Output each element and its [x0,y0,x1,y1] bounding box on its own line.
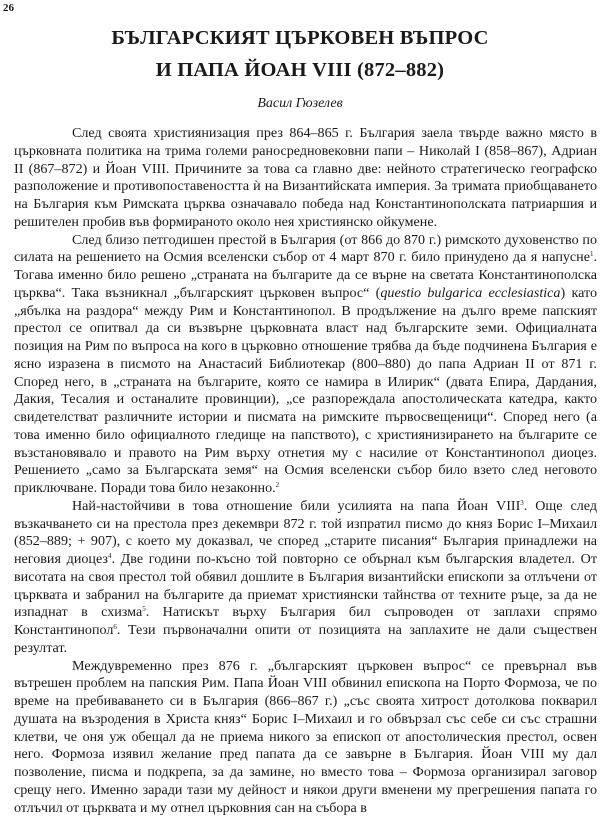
footnote-ref-3[interactable]: 3 [520,499,524,507]
title-line-2: И ПАПА ЙОАН VIII (872–882) [0,54,600,86]
paragraph-1 [14,125,597,232]
paragraph-3 [14,498,597,658]
paragraph-text: . Две години по-късно той повторно се обърнал към българския владетел. От висотата на своя престол той обявил дошлите в България византийски епископи за отлъчени от църквата и забранил на българите да приемат християнски тайнства от техните ръце, за да не изпаднат в схизма [14,551,597,620]
paragraph-4 [14,658,597,817]
article-title [0,22,600,86]
paragraph-text: . Още след възкачването си на престола през декември 872 г. той изпратил писмо до княз Борис I–Михаил (852–889; + 907), с което му доказвал, че според „старите писания“ България принадлежи на неговия диоцез [14,498,597,567]
footnote-ref-4[interactable]: 4 [108,552,112,560]
paragraph-text: . Натискът върху България бил съпроводен от заплахи спрямо Константинопол [14,604,597,638]
author-name: Васил Гюзелев [0,96,600,112]
footnote-ref-6[interactable]: 6 [113,623,117,631]
footnote-ref-1[interactable]: 1 [590,250,594,258]
paragraph-text: Най-настойчиви в това отношение били усилията на папа Йоан VIII [72,498,520,514]
paragraph-text: След своята християнизация през 864–865 г. България заела твърде важно място в църковната политика на трима големи раносредновековни папи – Николай I (858–867), Адриан II (867–872) и Йоан VIII. Причините за това са главно две: нейното стратегическо географско разположение и противопоставеността ѝ на Византийската империя. За тримата приобщаването на България към Римската църква означавало победа над Константинополската патриаршия и решителен пробив във формираното около нея християнско ойкумене. [14,125,597,230]
paragraph-2 [14,232,597,498]
page-number: 26 [3,2,14,14]
article-body [14,125,597,817]
paragraph-text: След близо петгодишен престой в България (от 866 до 870 г.) римското духовенство по силата на решението на Осмия вселенски събор от 4 март 870 г. било принудено да я напусне [14,232,597,266]
latin-term: questio bulgarica ecclesiastica [380,285,560,301]
footnote-ref-2[interactable]: 2 [276,481,280,489]
paragraph-text: Междувременно през 876 г. „българският църковен въпрос“ се превърнал във вътрешен проблем на папския Рим. Папа Йоан VIII обвинил епископа на Порто Формоза, че по време на пребиваването си в България (866–867 г.) „със своята хитрост дотолкова покварил душата на възродения в Христа княз“ Борис I–Михаил и го обвързал със себе си със страшни клетви, че оня уж обещал да не приема никого за епископ от апостолическия престол, освен него. Формоза изявил желание пред папата да се завърне в България. Йоан VIII му дал позволение, писма и подкрепа, за да замине, но вместо това – Формоза организирал заговор срещу него. Именно заради тази му дейност и някои други вменени му прегрешения папата го отлъчил от църквата и му отнел църковния сан на събора в [14,658,597,816]
paragraph-text: ) като „ябълка на раздора“ между Рим и Константинопол. В продължение на дълго време папският престол се опитвал да си възвърне църковната власт над българските земи. Официалната позиция на Рим по въпроса на кого в църковно отношение трябва да бъде подчинена България е ясно изразена в писмото на Анастасий Библиотекар (800–880) до папа Адриан II от 871 г. Според него, в „страната на българите, която се намира в Илирик“ (двата Епира, Дардания, Дакия, Тесалия и останалите провинции), „се разпореждала апостолическата катедра, както свидетелстват различните истории и писмата на римските първосвещеници“. Според него (а това именно било официалното гледище на папството), с християнизирането на българите се възстановявало и правото на Рим върху отнетия му с насилие от Константинопол диоцез. Решението „само за Българската земя“ на Осмия вселенски събор било взето след неговото приключване. Поради това било незаконно. [14,285,597,496]
footnote-ref-5[interactable]: 5 [142,605,146,613]
paragraph-text: . Тогава именно било решено „страната на българите да се върне на светата Константинополска църква“. Така възникнал „българският църковен въпрос“ ( [14,249,597,301]
paragraph-text: . Тези първоначални опити от позицията на заплахите не дали съществен резултат. [14,622,597,656]
title-line-1: БЪЛГАРСКИЯТ ЦЪРКОВЕН ВЪПРОС [0,22,600,54]
